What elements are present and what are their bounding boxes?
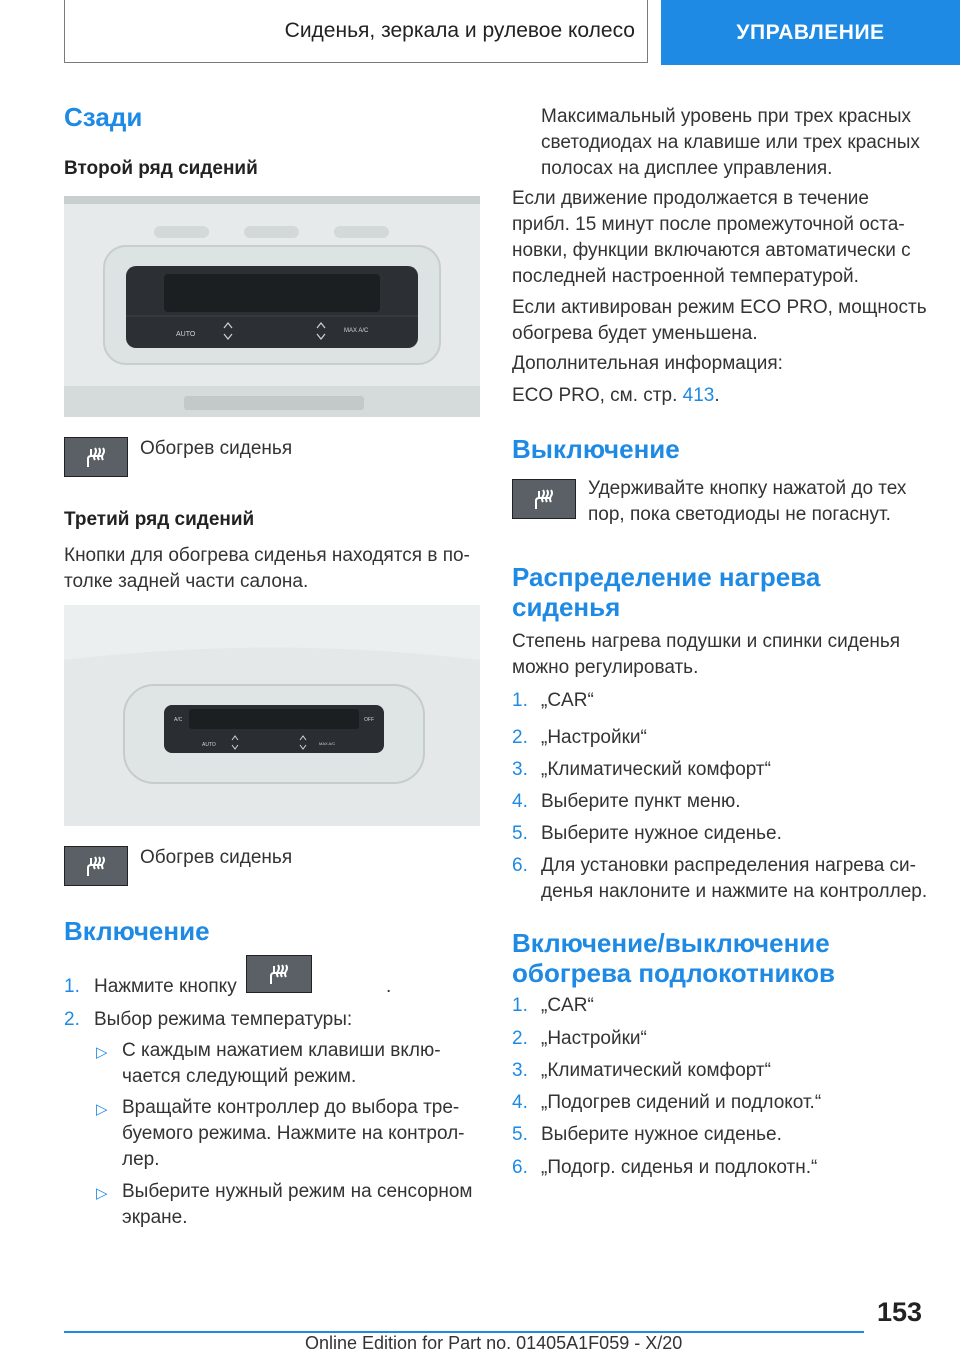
caption-seat-heating-2: Обогрев сиденья <box>140 847 293 868</box>
off-label: OFF <box>364 717 374 723</box>
rear-console-photo <box>64 196 480 417</box>
heading-armrest: Включение/выключение обогрева подлокотников <box>512 928 835 988</box>
step-text: Выберите нужное сиденье. <box>541 823 782 844</box>
rear-console-illustration <box>64 196 480 417</box>
list-item <box>512 1122 942 1148</box>
step-number: 1. <box>512 690 528 711</box>
eco-pro-text: Если активирован режим ECO PRO, мощность обогрева будет уменьшена. <box>512 297 927 344</box>
step-number: 4. <box>512 1092 528 1113</box>
step-number: 3. <box>512 759 528 780</box>
list-item <box>512 725 942 751</box>
info-label: Дополнительная информация: <box>512 353 783 374</box>
seat-heating-icon <box>64 846 128 886</box>
ceiling-console-photo <box>64 605 480 826</box>
max-ac-label: MAX A/C <box>344 328 369 334</box>
step-text: Выберите пункт меню. <box>541 791 741 812</box>
step-number: 5. <box>512 1124 528 1145</box>
step-text: „Настройки“ <box>541 1028 647 1049</box>
list-item <box>512 1026 942 1052</box>
ceiling-console-illustration <box>64 605 480 826</box>
step-text: „CAR“ <box>541 995 594 1016</box>
step-number: 2. <box>512 727 528 748</box>
list-item <box>512 789 942 815</box>
seat-heating-icon <box>64 437 128 477</box>
max-level-text: Максимальный уровень при трех красных светодиодах на клавише или трех красных полосах на дисплее управления. <box>541 106 920 179</box>
section-title: Сиденья, зеркала и рулевое колесо <box>284 19 635 42</box>
caption-seat-heating-1: Обогрев сиденья <box>140 438 293 459</box>
list-item <box>512 821 942 847</box>
heading-on: Включение <box>64 916 210 946</box>
list-item: 1. Нажмите кнопку . <box>64 974 484 1002</box>
subheading-second-row: Второй ряд сидений <box>64 158 258 179</box>
section-header <box>64 0 648 63</box>
chapter-title: УПРАВЛЕНИЕ <box>736 20 885 44</box>
third-row-text: Кнопки для обогрева сиденья находятся в по- толке задней части салона. <box>64 545 470 592</box>
step-text: „Настройки“ <box>541 727 647 748</box>
ac-label: A/C <box>174 717 183 723</box>
step-number: 5. <box>512 823 528 844</box>
list-item <box>512 1058 942 1084</box>
step-number: 2. <box>64 1009 80 1030</box>
triangle-bullet-icon: ▷ <box>96 1185 108 1202</box>
step-number: 6. <box>512 855 528 876</box>
step-number: 2. <box>512 1028 528 1049</box>
triangle-bullet-icon: ▷ <box>96 1044 108 1061</box>
list-item <box>512 757 942 783</box>
edition-text: Online Edition for Part no. 01405A1F059 - X/20 <box>305 1333 683 1353</box>
page-link[interactable]: 413 <box>682 385 715 406</box>
step-text: „Климатический комфорт“ <box>541 1060 771 1081</box>
bullet-text: Выберите нужный режим на сенсорном экране. <box>122 1181 473 1228</box>
step-number: 1. <box>512 995 528 1016</box>
auto-label-2: AUTO <box>202 742 216 748</box>
list-item <box>512 1090 942 1116</box>
heading-distribution: Распределение нагрева сиденья <box>512 562 821 622</box>
distribution-text: Степень нагрева подушки и спинки сиденья можно регулировать. <box>512 631 901 678</box>
step-number: 1. <box>64 976 80 997</box>
auto-label: AUTO <box>176 331 196 338</box>
list-item <box>512 1155 942 1181</box>
seat-heating-icon <box>512 479 576 519</box>
step-text: „Подогрев сидений и подлокот.“ <box>541 1092 822 1113</box>
chapter-tab <box>661 0 960 65</box>
off-text: Удерживайте кнопку нажатой до тех пор, пока светодиоды не погаснут. <box>588 478 907 525</box>
list-item <box>512 853 942 905</box>
step-number: 3. <box>512 1060 528 1081</box>
auto-resume-text: Если движение продолжается в течение прибл. 15 минут после промежуточной оста- новки, функции включаются автоматически с последней настроенной температурой. <box>512 188 911 287</box>
step-text: Для установки распределения нагрева си- денья наклоните и нажмите на контроллер. <box>541 855 928 902</box>
list-item <box>512 688 942 714</box>
step-text: Выберите нужное сиденье. <box>541 1124 782 1145</box>
seat-heating-icon <box>246 955 312 993</box>
step-text: „CAR“ <box>541 690 594 711</box>
bullet-text: С каждым нажатием клавиши вклю- чается следующий режим. <box>122 1040 441 1087</box>
max-ac-label-2: MAX A/C <box>319 741 336 746</box>
eco-pro-reference: ECO PRO, см. стр. 413. <box>512 385 720 406</box>
triangle-bullet-icon: ▷ <box>96 1101 108 1118</box>
list-item: 2. Выбор режима температуры: <box>64 1007 484 1035</box>
step-text: „Климатический комфорт“ <box>541 759 771 780</box>
list-item <box>512 993 942 1019</box>
step-text: „Подогр. сиденья и подлокотн.“ <box>541 1157 818 1178</box>
page-number: 153 <box>876 1297 922 1327</box>
subheading-third-row: Третий ряд сидений <box>64 509 255 530</box>
step-number: 4. <box>512 791 528 812</box>
bullet-text: Вращайте контроллер до выбора тре- буемого режима. Нажмите на контрол- лер. <box>122 1097 465 1170</box>
step-number: 6. <box>512 1157 528 1178</box>
heading-off: Выключение <box>512 434 680 464</box>
heading-rear: Сзади <box>64 102 143 132</box>
